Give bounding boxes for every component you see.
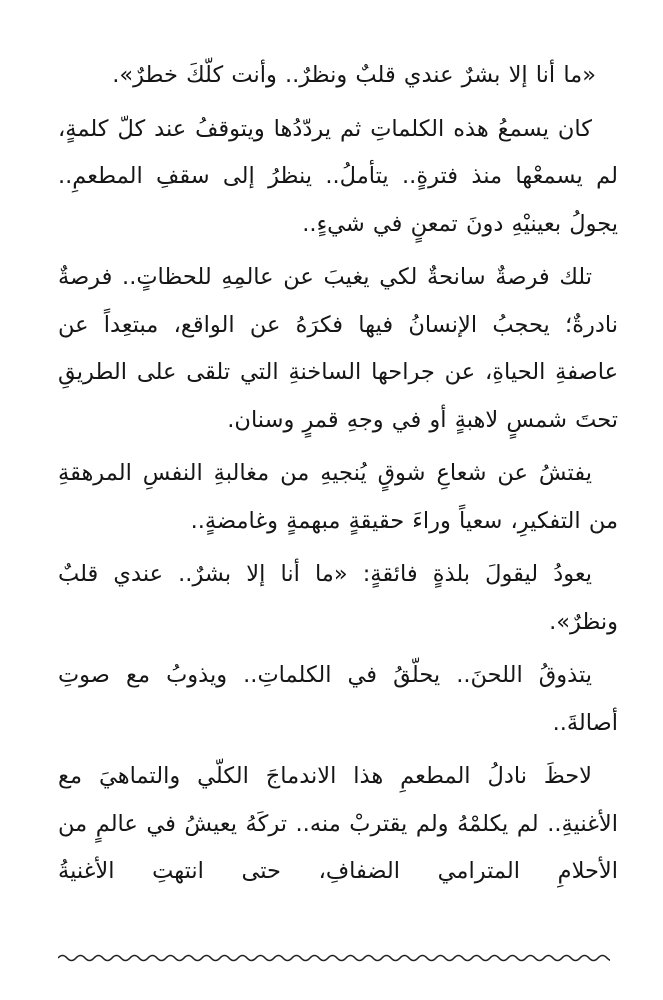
wavy-divider xyxy=(58,950,610,966)
paragraph: يتذوقُ اللحنَ.. يحلّقُ في الكلماتِ.. ويذوبُ مع صوتِ أصالةَ.. xyxy=(58,662,618,736)
paragraph: يعودُ ليقولَ بلذةٍ فائقةٍ: «ما أنا إلا بشرٌ.. عندي قلبٌ ونظرٌ». xyxy=(58,561,618,635)
paragraph: كان يسمعُ هذه الكلماتِ ثم يردّدُها ويتوقفُ عند كلّ كلمةٍ، لم يسمعْها منذ فترةٍ.. يتأملُ.. ينظرُ إلى سقفِ المطعمِ.. يجولُ بعينيْهِ دونَ تمعنٍ في شيءٍ.. xyxy=(58,115,618,237)
page-text xyxy=(58,52,618,902)
paragraph: لاحظَ نادلُ المطعمِ هذا الاندماجَ الكلّي والتماهيَ مع الأغنيةِ.. لم يكلمْهُ ولم يقتربْ منه.. تركَهُ يعيشُ في عالمٍ من الأحلامِ المترامي الضفافِ، حتى انتهتِ الأغنيةُ xyxy=(58,763,618,884)
paragraph: تلك فرصةٌ سانحةٌ لكي يغيبَ عن عالمِهِ للحظاتٍ.. فرصةٌ نادرةٌ؛ يحجبُ الإنسانُ فيها فكرَهُ عن الواقع، مبتعِداً عن عاصفةِ الحياةِ، عن جراحها الساخنةِ التي تلقى على الطريقِ تحتَ شمسٍ لاهبةٍ أو في وجهِ قمرٍ وسنان. xyxy=(58,264,618,433)
paragraph: يفتشُ عن شعاعِ شوقٍ يُنجيهِ من مغالبةِ النفسِ المرهقةِ من التفكيرِ، سعياً وراءَ حقيقةٍ مبهمةٍ وغامضةٍ.. xyxy=(58,460,618,534)
wavy-line xyxy=(58,956,610,961)
paragraph-quote: «ما أنا إلا بشرٌ عندي قلبٌ ونظرٌ.. وأنت كلّكَ خطرٌ». xyxy=(112,62,596,88)
